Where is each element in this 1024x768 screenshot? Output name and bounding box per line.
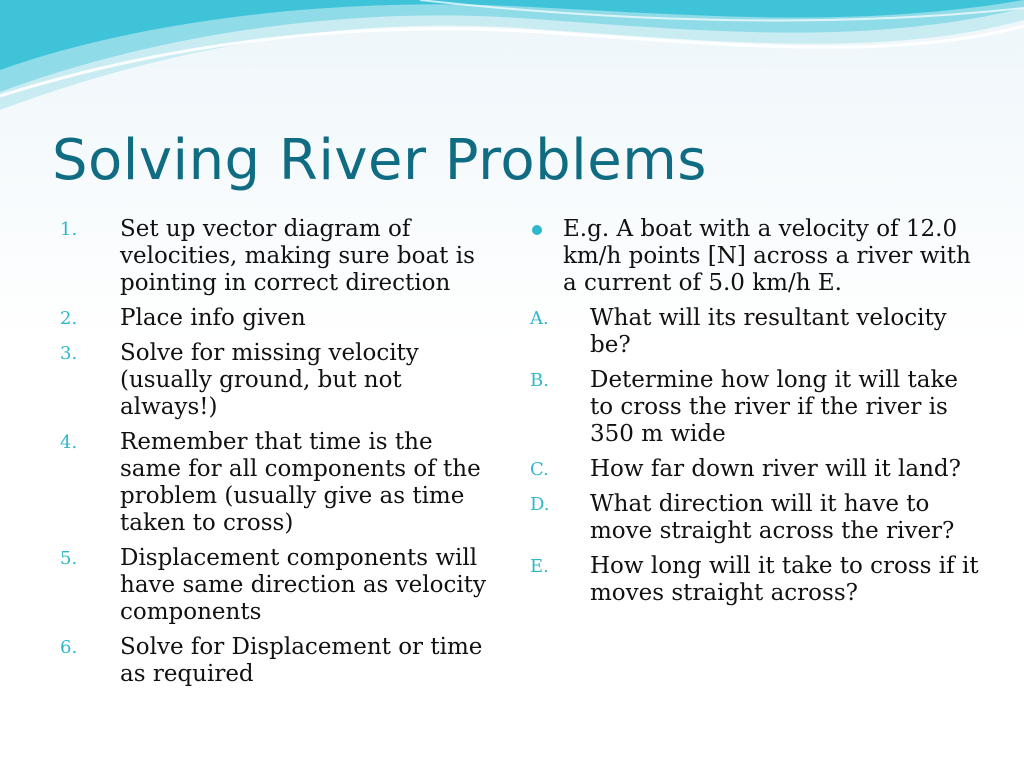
list-letter: C.	[530, 459, 549, 480]
list-number: 2.	[60, 308, 78, 329]
list-number: 5.	[60, 548, 78, 569]
list-item-text: Solve for missing velocity (usually ground, but not always!)	[120, 340, 419, 420]
steps-list	[60, 216, 500, 696]
list-item-text: Remember that time is the same for all components of the problem (usually give as time taken to cross)	[120, 429, 481, 536]
list-item	[60, 216, 500, 297]
list-item-text: Displacement components will have same direction as velocity components	[120, 545, 486, 625]
list-number: 6.	[60, 637, 78, 658]
list-item	[60, 429, 500, 537]
list-item-text: How long will it take to cross if it moves straight across?	[590, 553, 979, 606]
wave-decoration	[0, 0, 1024, 140]
list-number: 1.	[60, 219, 78, 240]
list-letter: E.	[530, 556, 549, 577]
list-item	[530, 553, 980, 607]
list-item-text: Place info given	[120, 305, 306, 331]
list-item	[60, 634, 500, 688]
example-list	[530, 216, 980, 615]
list-item	[530, 491, 980, 545]
list-item	[530, 305, 980, 359]
list-item-text: What will its resultant velocity be?	[590, 305, 947, 358]
list-item-text: Solve for Displacement or time as required	[120, 634, 483, 687]
example-intro	[530, 216, 980, 297]
list-letter: B.	[530, 370, 549, 391]
list-item-text: How far down river will it land?	[590, 456, 961, 482]
list-item	[60, 545, 500, 626]
list-item	[60, 305, 500, 332]
bullet-dot-icon	[532, 225, 542, 235]
example-intro-text: E.g. A boat with a velocity of 12.0 km/h points [N] across a river with a current of 5.0 km/h E.	[563, 216, 971, 296]
list-item	[530, 456, 980, 483]
list-letter: A.	[530, 308, 549, 329]
list-item	[60, 340, 500, 421]
list-item	[530, 367, 980, 448]
slide-title: Solving River Problems	[52, 128, 707, 193]
list-item-text: What direction will it have to move straight across the river?	[590, 491, 955, 544]
list-number: 3.	[60, 343, 78, 364]
list-item-text: Set up vector diagram of velocities, making sure boat is pointing in correct direction	[120, 216, 475, 296]
list-number: 4.	[60, 432, 78, 453]
list-letter: D.	[530, 494, 550, 515]
list-item-text: Determine how long it will take to cross the river if the river is 350 m wide	[590, 367, 958, 447]
